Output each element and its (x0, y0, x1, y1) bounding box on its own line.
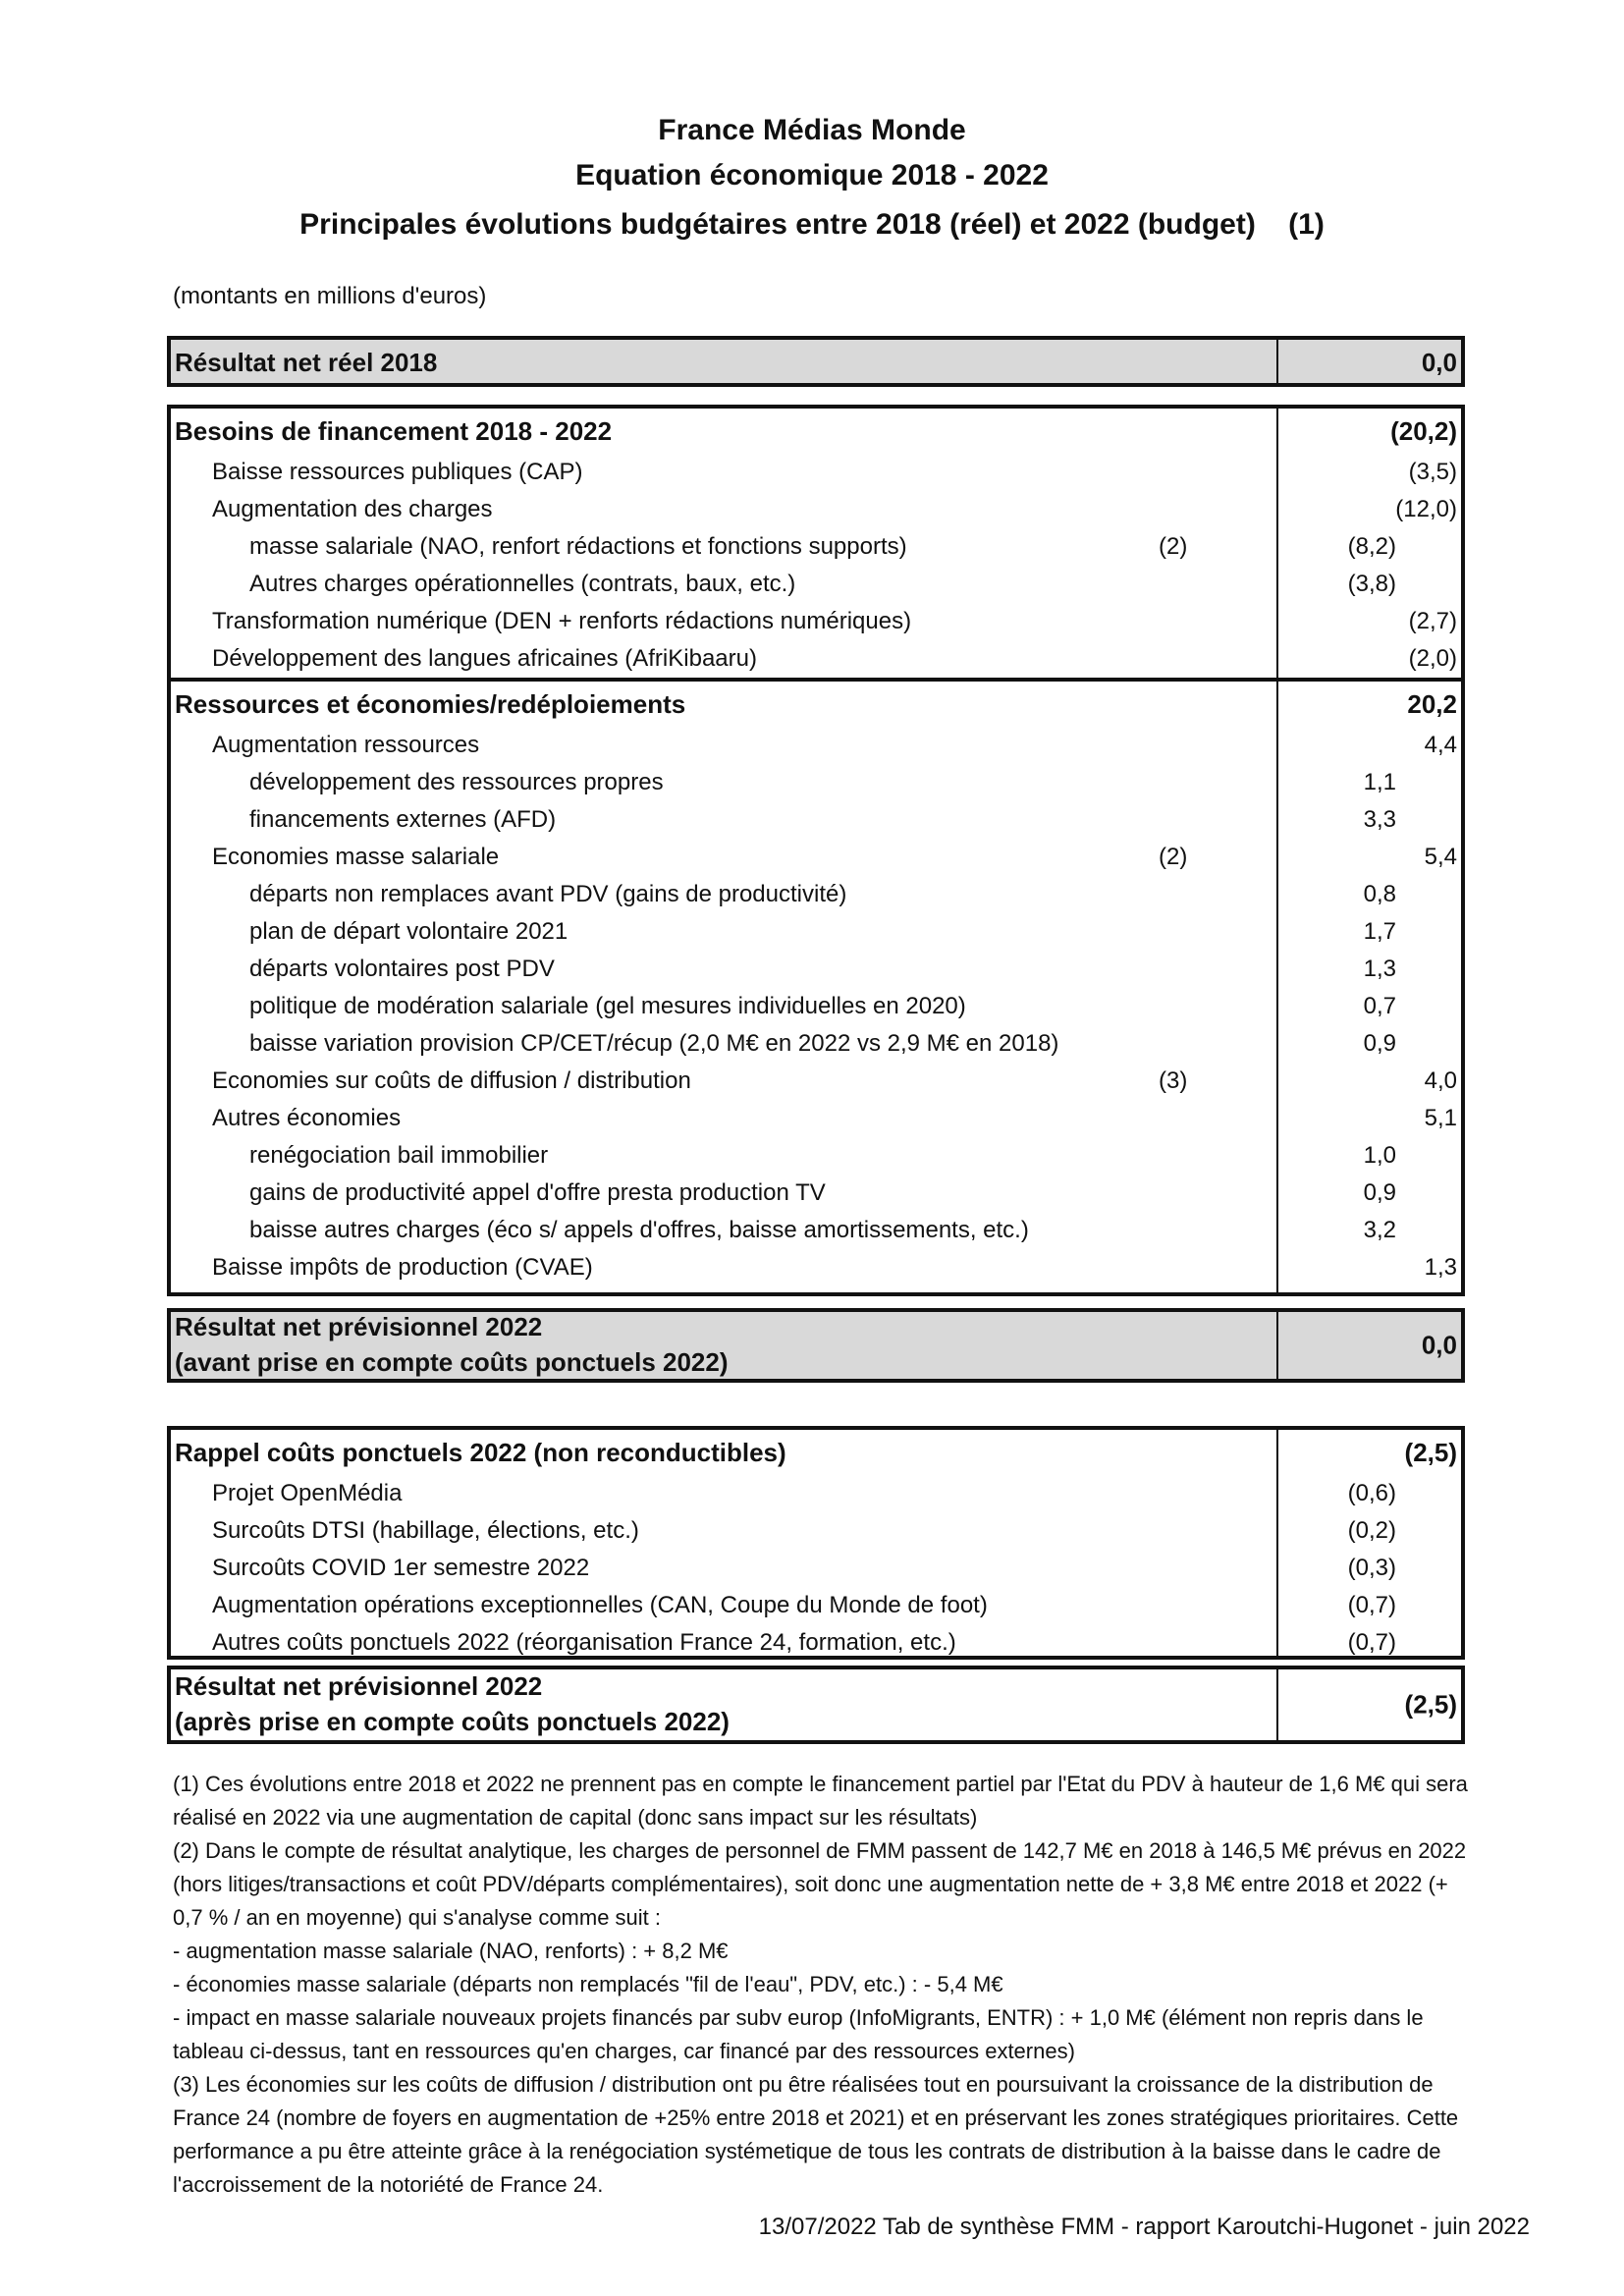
row-note: (2) (1159, 533, 1188, 560)
couts-ponctuels-table (167, 1426, 1465, 1660)
row-label: développement des ressources propres (249, 769, 664, 795)
row-label: départs non remplaces avant PDV (gains de productivité) (249, 881, 847, 907)
row-label: Projet OpenMédia (212, 1480, 403, 1506)
row-label: Augmentation des charges (212, 496, 493, 522)
row-total: 5,4 (1424, 844, 1457, 870)
footnote-2: (2) Dans le compte de résultat analytique, les charges de personnel de FMM passent de 142,7 M€ en 2018 à 146,5 M€ prévus en 2022 (hors litiges/transactions et coût PDV/départs complémentaires), soit donc une augmentation nette de + 3,8 M€ entre 2018 et 2022 (+ 0,7 % / an en moyenne) qui s'analyse comme suit : (173, 1838, 1467, 1930)
row-note: (3) (1159, 1067, 1188, 1094)
row-subtotal: 1,7 (1363, 918, 1396, 945)
table-row (171, 839, 1461, 876)
footnote-2-item: - économies masse salariale (départs non remplacés "fil de l'eau", PDV, etc.) : - 5,4 M€ (173, 1972, 1003, 1996)
result-2022-after-line1: Résultat net prévisionnel 2022 (175, 1671, 543, 1701)
besoins-header (171, 409, 1461, 454)
ressources-total: 20,2 (1407, 689, 1457, 719)
row-subtotal: 3,2 (1363, 1217, 1396, 1243)
table-row (171, 1025, 1461, 1063)
result-2018-row (171, 340, 1461, 385)
row-subtotal: (8,2) (1347, 533, 1396, 560)
table-row (171, 876, 1461, 913)
row-note: (2) (1159, 844, 1188, 870)
couts-total: (2,5) (1404, 1438, 1457, 1467)
row-label: Autres charges opérationnelles (contrats, baux, etc.) (249, 571, 796, 597)
doc-subtitle-2: Principales évolutions budgétaires entre 2018 (réel) et 2022 (budget) (1) (299, 208, 1325, 241)
besoins-total: (20,2) (1390, 416, 1457, 446)
result-2022-before-box (167, 1308, 1465, 1383)
footnote-3: (3) Les économies sur les coûts de diffusion / distribution ont pu être réalisées tout en poursuivant la croissance de la distribution de France 24 (nombre de foyers en augmentation de +25% entre 2018 et 2021) et en préservant les zones stratégiques prioritaires. Cette performance a pu être atteinte grâce à la renégociation systémetique de tous les contrats de distribution à la baisse dans le cadre de l'accroissement de la notoriété de France 24. (173, 2072, 1459, 2197)
table-row (171, 913, 1461, 951)
table-row (171, 951, 1461, 988)
result-2018-box (167, 336, 1465, 387)
doc-title: France Médias Monde (658, 114, 966, 146)
result-2022-after-row (171, 1669, 1461, 1740)
table-row (171, 801, 1461, 839)
row-subtotal: (0,7) (1347, 1592, 1396, 1618)
table-row (171, 1512, 1461, 1550)
row-label: Surcoûts COVID 1er semestre 2022 (212, 1555, 590, 1581)
row-label: Augmentation opérations exceptionnelles (CAN, Coupe du Monde de foot) (212, 1592, 988, 1618)
result-2022-before-value: 0,0 (1421, 1330, 1457, 1360)
couts-label: Rappel coûts ponctuels 2022 (non reconductibles) (175, 1438, 786, 1467)
table-row (171, 1212, 1461, 1249)
table-row (171, 1063, 1461, 1100)
table-row (171, 988, 1461, 1025)
couts-rows (171, 1475, 1461, 1662)
row-subtotal: 1,3 (1363, 956, 1396, 982)
ressources-rows (171, 727, 1461, 1286)
page-footer: 13/07/2022 Tab de synthèse FMM - rapport Karoutchi-Hugonet - juin 2022 (758, 2214, 1530, 2240)
units-note: (montants en millions d'euros) (173, 283, 487, 309)
row-label: départs volontaires post PDV (249, 956, 555, 982)
row-subtotal: 3,3 (1363, 806, 1396, 833)
main-table (167, 405, 1465, 1296)
besoins-label: Besoins de financement 2018 - 2022 (175, 416, 613, 446)
doc-subtitle: Equation économique 2018 - 2022 (575, 159, 1049, 191)
result-2022-before-row (171, 1312, 1461, 1379)
row-total: (2,7) (1408, 608, 1457, 634)
table-row (171, 1175, 1461, 1212)
table-row (171, 1587, 1461, 1624)
footnote-2-item: - impact en masse salariale nouveaux projets financés par subv europ (InfoMigrants, ENTR) : + 1,0 M€ (élément non repris dans le tableau ci-dessus, tant en ressources qu'en charges, car financé par des ressources externes) (173, 2005, 1424, 2063)
table-row (171, 1475, 1461, 1512)
row-subtotal: 0,9 (1363, 1179, 1396, 1206)
row-label: Baisse impôts de production (CVAE) (212, 1254, 593, 1281)
result-2022-before-line2: (avant prise en compte coûts ponctuels 2022) (175, 1347, 729, 1377)
row-total: (3,5) (1408, 459, 1457, 485)
table-row (171, 454, 1461, 491)
row-label: plan de départ volontaire 2021 (249, 918, 568, 945)
row-label: politique de modération salariale (gel mesures individuelles en 2020) (249, 993, 966, 1019)
row-total: (12,0) (1395, 496, 1457, 522)
table-row (171, 640, 1461, 678)
table-row (171, 1624, 1461, 1662)
table-row (171, 1100, 1461, 1137)
ressources-label: Ressources et économies/redéploiements (175, 689, 686, 719)
result-2022-after-value: (2,5) (1404, 1689, 1457, 1720)
row-subtotal: 1,1 (1363, 769, 1396, 795)
table-row (171, 528, 1461, 566)
row-label: Baisse ressources publiques (CAP) (212, 459, 583, 485)
result-2018-label: Résultat net réel 2018 (175, 348, 438, 377)
row-subtotal: (0,3) (1347, 1555, 1396, 1581)
row-label: Surcoûts DTSI (habillage, élections, etc.) (212, 1517, 639, 1544)
row-label: Autres économies (212, 1105, 402, 1131)
result-2022-before-line1: Résultat net prévisionnel 2022 (175, 1312, 543, 1341)
row-label: Transformation numérique (DEN + renforts rédactions numériques) (212, 608, 912, 634)
row-label: Développement des langues africaines (AfriKibaaru) (212, 645, 757, 672)
row-label: masse salariale (NAO, renfort rédactions et fonctions supports) (249, 533, 907, 560)
result-2022-after-box (167, 1666, 1465, 1744)
row-label: Augmentation ressources (212, 732, 480, 758)
row-total: (2,0) (1408, 645, 1457, 672)
table-row (171, 1550, 1461, 1587)
table-row (171, 1137, 1461, 1175)
table-row (171, 603, 1461, 640)
besoins-rows (171, 454, 1461, 678)
row-label: baisse variation provision CP/CET/récup (2,0 M€ en 2022 vs 2,9 M€ en 2018) (249, 1030, 1059, 1057)
table-row (171, 727, 1461, 764)
row-subtotal: (0,7) (1347, 1629, 1396, 1656)
row-label: Autres coûts ponctuels 2022 (réorganisation France 24, formation, etc.) (212, 1629, 956, 1656)
row-subtotal: 0,7 (1363, 993, 1396, 1019)
table-row (171, 764, 1461, 801)
row-label: Economies sur coûts de diffusion / distribution (212, 1067, 691, 1094)
row-label: gains de productivité appel d'offre presta production TV (249, 1179, 826, 1206)
row-subtotal: 1,0 (1363, 1142, 1396, 1169)
row-label: Economies masse salariale (212, 844, 500, 870)
footnote-1: (1) Ces évolutions entre 2018 et 2022 ne prennent pas en compte le financement partiel par l'Etat du PDV à hauteur de 1,6 M€ qui sera réalisé en 2022 via une augmentation de capital (donc sans impact sur les résultats) (173, 1772, 1468, 1830)
footnotes (173, 1768, 1469, 2202)
couts-header (171, 1430, 1461, 1475)
row-total: 4,0 (1424, 1067, 1457, 1094)
row-subtotal: (0,2) (1347, 1517, 1396, 1544)
row-label: renégociation bail immobilier (249, 1142, 549, 1169)
row-label: financements externes (AFD) (249, 806, 557, 833)
row-subtotal: (0,6) (1347, 1480, 1396, 1506)
row-total: 1,3 (1424, 1254, 1457, 1281)
table-row (171, 566, 1461, 603)
row-label: baisse autres charges (éco s/ appels d'offres, baisse amortissements, etc.) (249, 1217, 1029, 1243)
table-row (171, 1249, 1461, 1286)
row-subtotal: (3,8) (1347, 571, 1396, 597)
result-2022-after-line2: (après prise en compte coûts ponctuels 2022) (175, 1707, 730, 1736)
ressources-header (171, 682, 1461, 727)
row-total: 4,4 (1424, 732, 1457, 758)
row-total: 5,1 (1424, 1105, 1457, 1131)
row-subtotal: 0,9 (1363, 1030, 1396, 1057)
footnote-2-item: - augmentation masse salariale (NAO, renforts) : + 8,2 M€ (173, 1939, 729, 1963)
result-2018-value: 0,0 (1421, 348, 1457, 377)
table-row (171, 491, 1461, 528)
row-subtotal: 0,8 (1363, 881, 1396, 907)
